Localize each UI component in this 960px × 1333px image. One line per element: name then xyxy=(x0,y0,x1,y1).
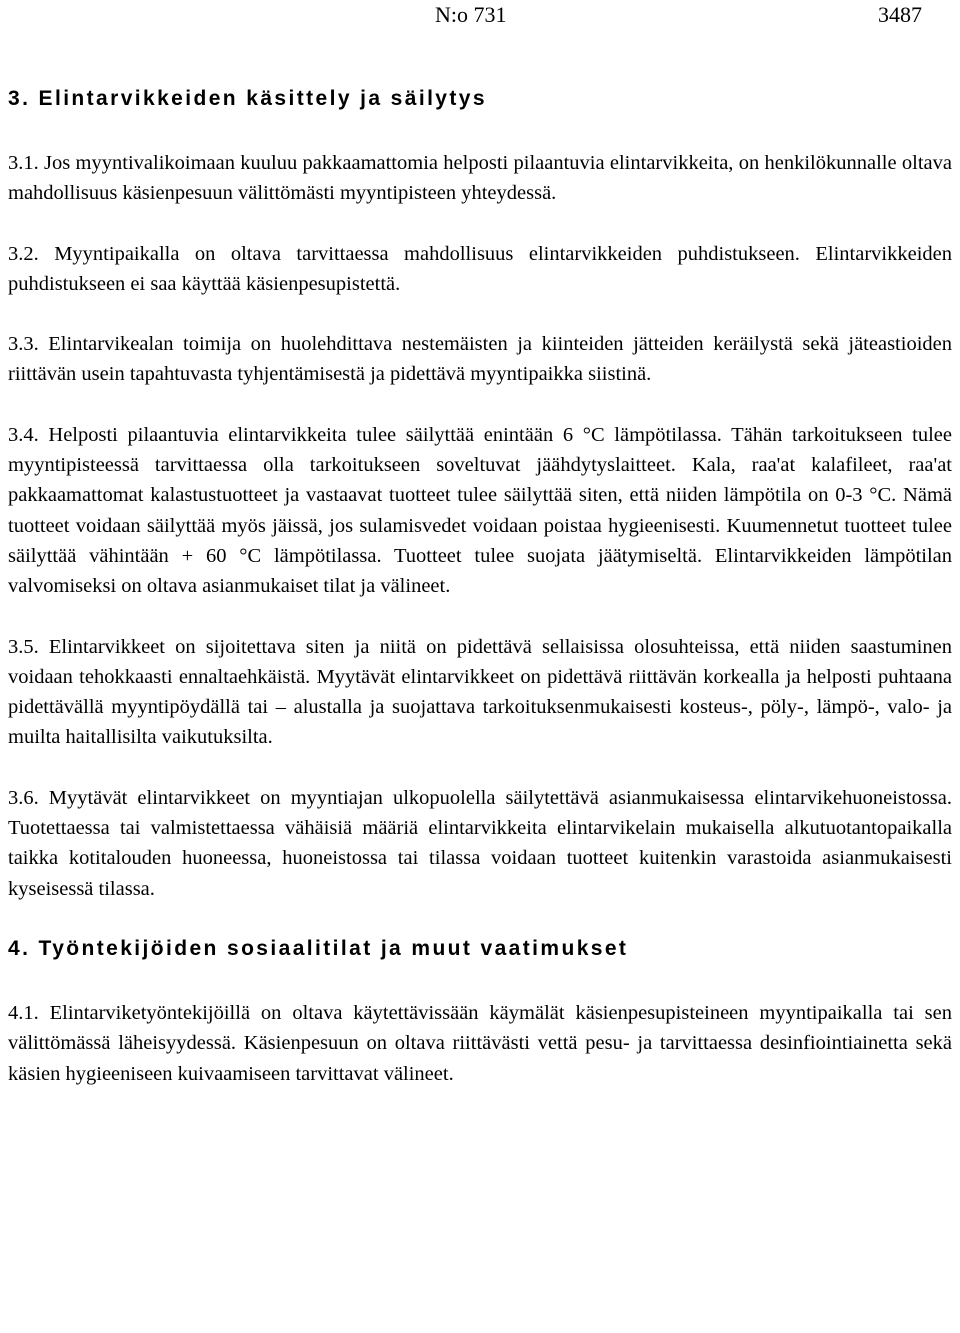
paragraph-3-5: 3.5. Elintarvikkeet on sijoitettava siten ja niitä on pidettävä sellaisissa olosuhteissa, että niiden saastuminen voidaan tehokkaasti ennaltaehkäistä. Myytävät elintarvikkeet on pidettävä riittävän korkealla ja helposti puhtaana pidettävällä myyntipöydällä tai – alustalla ja suojattava tarkoituksenmukaisesti kosteus-, pöly-, lämpö-, valo- ja muilta haitallisilta vaikutuksilta. xyxy=(8,635,952,749)
page-header xyxy=(0,0,960,40)
paragraph-3-4: 3.4. Helposti pilaantuvia elintarvikkeita tulee säilyttää enintään 6 °C lämpötilassa. Tähän tarkoitukseen tulee myyntipisteessä tarvittaessa olla tarkoitukseen soveltuvat jäähdytyslaitteet. Kala, raa'at kalafileet, raa'at pakkaamattomat kalastustuotteet ja vastaavat tuotteet tulee säilyttää siten, että niiden lämpötila on 0-3 °C. Nämä tuotteet voidaan säilyttää myös jäissä, jos sulamisvedet voidaan poistaa hygieenisesti. Kuumennetut tuotteet tulee säilyttää vähintään + 60 °C lämpötilassa. Tuotteet tulee suojata jäätymiseltä. Elintarvikkeiden lämpötilan valvomiseksi on oltava asianmukaiset tilat ja välineet. xyxy=(8,423,952,598)
paragraph-3-2: 3.2. Myyntipaikalla on oltava tarvittaessa mahdollisuus elintarvikkeiden puhdistukseen. Elintarvikkeiden puhdistukseen ei saa käyttää käsienpesupistettä. xyxy=(8,242,952,295)
document-body xyxy=(8,84,952,1089)
document-number: N:o 731 xyxy=(435,2,507,27)
section-heading: 3. Elintarvikkeiden käsittely ja säilytys xyxy=(8,87,487,110)
section-heading: 4. Työntekijöiden sosiaalitilat ja muut vaatimukset xyxy=(8,936,629,960)
page-number: 3487 xyxy=(878,2,922,27)
paragraph-4-1: 4.1. Elintarviketyöntekijöillä on oltava käytettävissään käymälät käsienpesupisteineen myyntipaikalla tai sen välittömässä läheisyydessä. Käsienpesuun on oltava riittävästi vettä pesu- ja tarvittaessa desinfiointiainetta sekä käsien hygieeniseen kuivaamiseen tarvittavat välineet. xyxy=(8,1001,952,1085)
paragraph-3-6: 3.6. Myytävät elintarvikkeet on myyntiajan ulkopuolella säilytettävä asianmukaisessa elintarvikehuoneistossa. Tuotettaessa tai valmistettaessa vähäisiä määriä elintarvikkeita elintarvikelain mukaisella alkutuotantopaikalla taikka kotitalouden huoneessa, huoneistossa tai tilassa voidaan tuotteet kuitenkin varastoida asianmukaisesti kyseisessä tilassa. xyxy=(8,786,952,900)
paragraph-3-1: 3.1. Jos myyntivalikoimaan kuuluu pakkaamattomia helposti pilaantuvia elintarvikkeita, on henkilökunnalle oltava mahdollisuus käsienpesuun välittömästi myyntipisteen yhteydessä. xyxy=(8,152,952,205)
paragraph-3-3: 3.3. Elintarvikealan toimija on huolehdittava nestemäisten ja kiinteiden jätteiden keräilystä sekä jäteastioiden riittävän usein tapahtuvasta tyhjentämisestä ja pidettävä myyntipaikka siistinä. xyxy=(8,333,952,386)
